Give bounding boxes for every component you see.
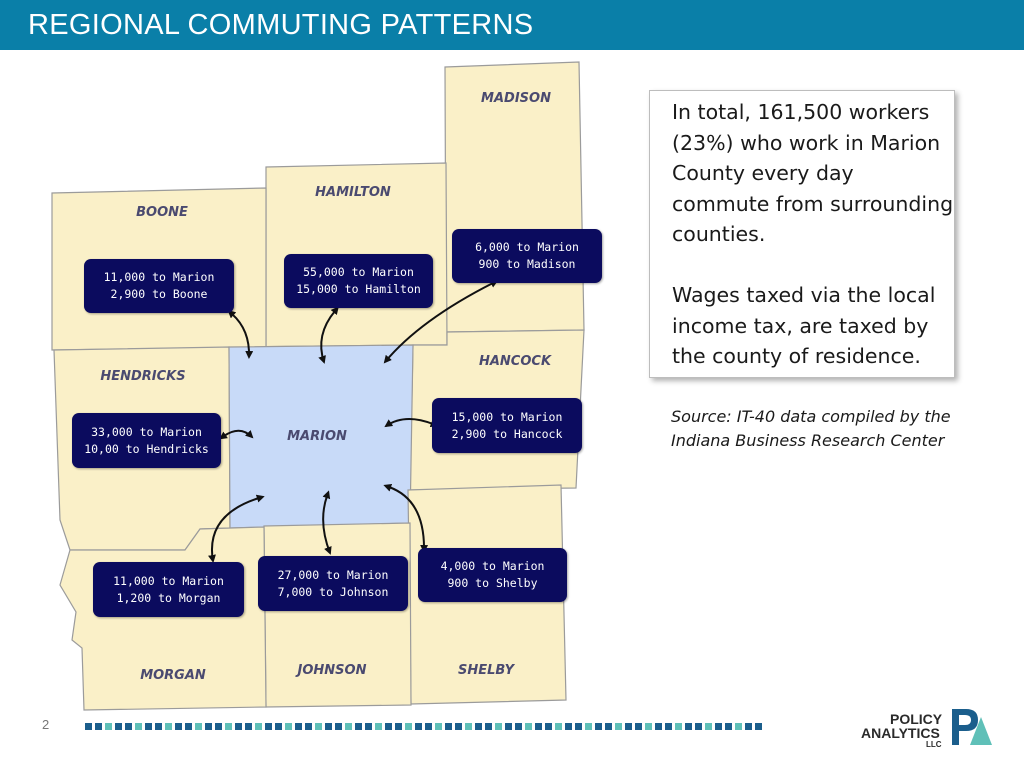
callout-johnson-line1: 27,000 to Marion (277, 567, 389, 582)
logo-text-policy: POLICY (890, 711, 943, 727)
note-paragraph-total: In total, 161,500 workers (23%) who work in Marion County every day commute from surrounding counties. (672, 100, 954, 247)
source-citation: Source: IT-40 data compiled by the Indiana Business Research Center (671, 407, 951, 450)
callout-madison-line1: 6,000 to Marion (475, 240, 579, 254)
decorative-dot (565, 723, 572, 730)
note-paragraph-wages: Wages taxed via the local income tax, are taxed by the county of residence. (672, 282, 936, 369)
decorative-dot (195, 723, 202, 730)
decorative-dot (285, 723, 292, 730)
decorative-dot (295, 723, 302, 730)
decorative-dot (145, 723, 152, 730)
label-johnson: JOHNSON (297, 663, 367, 678)
decorative-dot (355, 723, 362, 730)
label-hamilton: HAMILTON (315, 185, 391, 200)
callout-boone-line1: 11,000 to Marion (103, 270, 215, 284)
decorative-dot (575, 723, 582, 730)
policy-analytics-logo (860, 705, 995, 751)
decorative-dot (505, 723, 512, 730)
decorative-dot (395, 723, 402, 730)
callout-hendricks (72, 413, 221, 468)
callout-boone-line2: 2,900 to Boone (110, 287, 208, 301)
page-number: 2 (42, 717, 50, 732)
decorative-dot (165, 723, 172, 730)
decorative-dot (625, 723, 632, 730)
decorative-dot (685, 723, 692, 730)
decorative-dot-strip (85, 723, 762, 730)
decorative-dot (665, 723, 672, 730)
decorative-dot (155, 723, 162, 730)
decorative-dot (375, 723, 382, 730)
callout-johnson-line2: 7,000 to Johnson (277, 584, 389, 599)
decorative-dot (535, 723, 542, 730)
logo-text-llc: LLC (926, 740, 942, 749)
label-hancock: HANCOCK (478, 354, 552, 369)
decorative-dot (415, 723, 422, 730)
decorative-dot (315, 723, 322, 730)
logo-text-analytics: ANALYTICS (861, 725, 940, 741)
callout-madison-line2: 900 to Madison (478, 257, 576, 271)
decorative-dot (615, 723, 622, 730)
callout-hamilton-line1: 55,000 to Marion (303, 265, 414, 279)
decorative-dot (255, 723, 262, 730)
callout-boone (84, 259, 234, 313)
callout-shelby-line1: 4,000 to Marion (440, 559, 545, 573)
decorative-dot (235, 723, 242, 730)
callout-morgan-line1: 11,000 to Marion (113, 573, 224, 588)
label-marion: MARION (287, 429, 347, 444)
callout-madison (452, 229, 602, 283)
county-johnson (264, 523, 411, 707)
callout-hancock (432, 398, 582, 453)
callout-morgan-line2: 1,200 to Morgan (116, 590, 221, 605)
decorative-dot (115, 723, 122, 730)
decorative-dot (105, 723, 112, 730)
decorative-dot (135, 723, 142, 730)
callout-johnson (258, 556, 408, 611)
decorative-dot (675, 723, 682, 730)
decorative-dot (325, 723, 332, 730)
decorative-dot (305, 723, 312, 730)
callout-hamilton (284, 254, 433, 308)
decorative-dot (455, 723, 462, 730)
decorative-dot (695, 723, 702, 730)
decorative-dot (85, 723, 92, 730)
label-madison: MADISON (481, 91, 551, 106)
decorative-dot (755, 723, 762, 730)
callout-morgan (93, 562, 244, 617)
decorative-dot (205, 723, 212, 730)
decorative-dot (175, 723, 182, 730)
callout-hancock-line2: 2,900 to Hancock (451, 426, 563, 441)
callout-shelby (418, 548, 567, 602)
decorative-dot (485, 723, 492, 730)
decorative-dot (515, 723, 522, 730)
decorative-dot (725, 723, 732, 730)
callout-hamilton-line2: 15,000 to Hamilton (296, 282, 421, 296)
decorative-dot (185, 723, 192, 730)
decorative-dot (265, 723, 272, 730)
callout-shelby-line2: 900 to Shelby (447, 576, 538, 590)
decorative-dot (745, 723, 752, 730)
callout-hancock-line1: 15,000 to Marion (451, 409, 563, 424)
decorative-dot (225, 723, 232, 730)
decorative-dot (735, 723, 742, 730)
label-shelby: SHELBY (457, 663, 515, 678)
callout-hendricks-line1: 33,000 to Marion (91, 424, 202, 439)
decorative-dot (435, 723, 442, 730)
decorative-dot (275, 723, 282, 730)
decorative-dot (595, 723, 602, 730)
decorative-dot (525, 723, 532, 730)
decorative-dot (585, 723, 592, 730)
decorative-dot (405, 723, 412, 730)
decorative-dot (445, 723, 452, 730)
decorative-dot (365, 723, 372, 730)
decorative-dot (95, 723, 102, 730)
decorative-dot (335, 723, 342, 730)
decorative-dot (555, 723, 562, 730)
decorative-dot (385, 723, 392, 730)
decorative-dot (605, 723, 612, 730)
decorative-dot (475, 723, 482, 730)
decorative-dot (345, 723, 352, 730)
decorative-dot (125, 723, 132, 730)
decorative-dot (715, 723, 722, 730)
decorative-dot (465, 723, 472, 730)
decorative-dot (635, 723, 642, 730)
decorative-dot (705, 723, 712, 730)
decorative-dot (425, 723, 432, 730)
page-title: REGIONAL COMMUTING PATTERNS (28, 9, 534, 41)
decorative-dot (545, 723, 552, 730)
label-hendricks: HENDRICKS (100, 369, 186, 384)
decorative-dot (645, 723, 652, 730)
decorative-dot (495, 723, 502, 730)
decorative-dot (215, 723, 222, 730)
label-morgan: MORGAN (140, 668, 206, 683)
decorative-dot (655, 723, 662, 730)
callout-hendricks-line2: 10,00 to Hendricks (84, 441, 209, 456)
label-boone: BOONE (136, 205, 188, 220)
summary-note-box (649, 90, 955, 378)
decorative-dot (245, 723, 252, 730)
